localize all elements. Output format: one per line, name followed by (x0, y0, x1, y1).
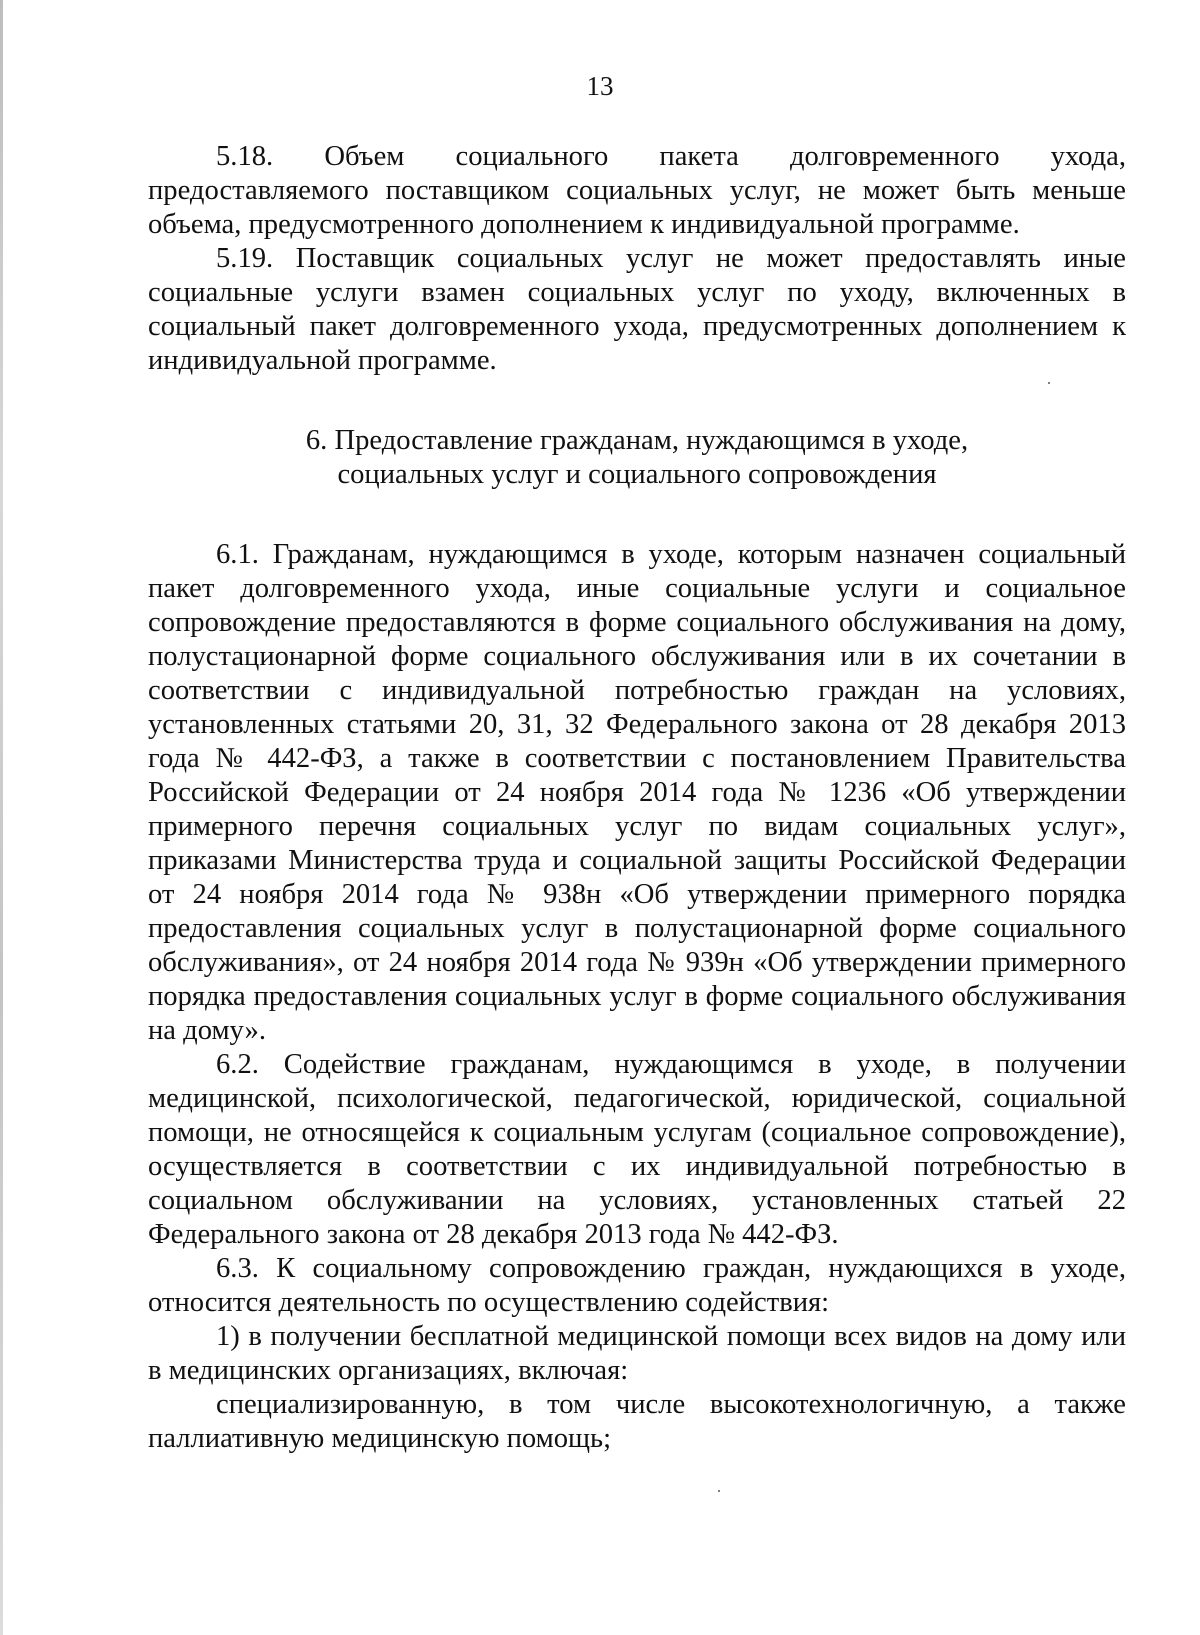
paragraph-6-3: 6.3. К социальному сопровождению граждан, нуждающихся в уходе, относится деятельность по осуществлению содействия: (148, 1253, 1126, 1318)
document-body (148, 140, 1126, 1456)
page-number: 13 (586, 71, 614, 101)
section-heading-line-2: социальных услуг и социального сопровождения (337, 459, 937, 490)
scan-edge (0, 0, 3, 1635)
section-heading-line-1: 6. Предоставление гражданам, нуждающимся в уходе, (305, 425, 969, 456)
list-item-1: 1) в получении бесплатной медицинской помощи всех видов на дому или в медицинских организациях, включая: (148, 1321, 1126, 1386)
paragraph-6-2: 6.2. Содействие гражданам, нуждающимся в уходе, в получении медицинской, психологической, педагогической, юридической, социальной помощи, не относящейся к социальным услугам (социальное сопровождение), осуществляется в соответствии с их индивидуальной потребностью в социальном обслуживании на условиях, установленных статьей 22 Федерального закона от 28 декабря 2013 года № 442-ФЗ. (148, 1049, 1126, 1250)
list-subitem-specialized: специализированную, в том числе высокотехнологичную, а также паллиативную медицинскую помощь; (148, 1389, 1126, 1454)
paragraph-5-18: 5.18. Объем социального пакета долговременного ухода, предоставляемого поставщиком социальных услуг, не может быть меньше объема, предусмотренного дополнением к индивидуальной программе. (148, 141, 1126, 240)
paragraph-6-1: 6.1. Гражданам, нуждающимся в уходе, которым назначен социальный пакет долговременного ухода, иные социальные услуги и социальное сопровождение предоставляются в форме социального обслуживания на дому, полустационарной форме социального обслуживания или в их сочетании в соответствии с индивидуальной потребностью граждан на условиях, установленных статьями 20, 31, 32 Федерального закона от 28 декабря 2013 года № 442-ФЗ, а также в соответствии с постановлением Правительства Российской Федерации от 24 ноября 2014 года № 1236 «Об утверждении примерного перечня социальных услуг по видам социальных услуг», приказами Министерства труда и социальной защиты Российской Федерации от 24 ноября 2014 года № 938н «Об утверждении примерного порядка предоставления социальных услуг в полустационарной форме социального обслуживания», от 24 ноября 2014 года № 939н «Об утверждении примерного порядка предоставления социальных услуг в форме социального обслуживания на дому». (148, 539, 1126, 1046)
paragraph-5-19: 5.19. Поставщик социальных услуг не может предоставлять иные социальные услуги взамен социальных услуг по уходу, включенных в социальный пакет долговременного ухода, предусмотренных дополнением к индивидуальной программе. (148, 243, 1126, 376)
scan-speck (718, 1490, 720, 1492)
scan-speck (1048, 382, 1050, 384)
section-heading (148, 424, 1126, 492)
